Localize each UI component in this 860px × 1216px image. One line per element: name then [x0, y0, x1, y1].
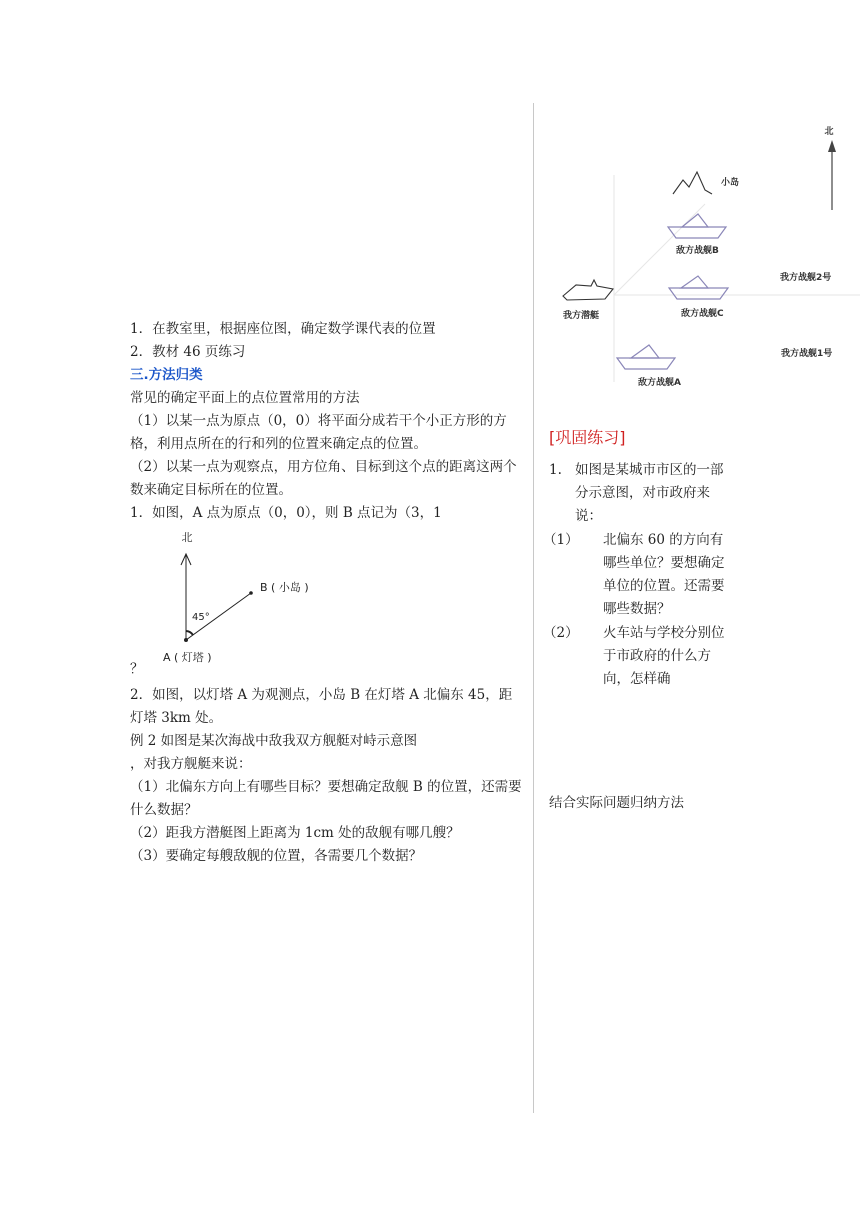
question-2: 2．如图，以灯塔 A 为观测点，小岛 B 在灯塔 A 北偏东 45，距灯塔 3km 处。	[130, 687, 513, 726]
exercise-question-text: 如图是某城市市区的一部分示意图，对市政府来说：	[575, 462, 724, 524]
angle-label: 45°	[192, 612, 210, 623]
subquestion-2-number: （2）	[543, 625, 579, 641]
summary-note: 结合实际问题归纳方法	[549, 795, 684, 811]
consolidate-heading: [巩固练习]	[549, 428, 626, 447]
exercise-subquestion-1	[543, 529, 739, 621]
our-ship-1-label: 我方战舰1号	[781, 349, 833, 359]
point-a-label: A ( 灯塔 )	[163, 651, 212, 664]
example-title: 例 2 如图是某次海战中敌我双方舰艇对峙示意图	[130, 733, 418, 749]
subquestion-1-text: 北偏东 60 的方向有哪些单位？要想确定单位的位置。还需要哪些数据？	[603, 532, 725, 617]
example-question-1: （1）北偏东方向上有哪些目标？要想确定敌舰 B 的位置，还需要什么数据？	[130, 779, 522, 818]
our-submarine-label: 我方潜艇	[563, 311, 600, 321]
subquestion-2-text: 火车站与学校分别位于市政府的什么方向，怎样确	[603, 625, 725, 687]
figure-north-label: 北	[181, 531, 193, 544]
angle-arc	[186, 631, 193, 635]
exercise-question-1	[549, 459, 739, 528]
enemy-ship-c-label: 敌方战舰C	[681, 309, 724, 319]
method-1: （1）以某一点为原点（0，0）将平面分成若干个小正方形的方格，利用点所在的行和列的位置来确定点的位置。	[130, 413, 507, 452]
enemy-ship-a-icon	[617, 345, 675, 369]
question-mark: ？	[130, 661, 144, 677]
subquestion-1-number: （1）	[543, 532, 579, 548]
section-heading: 三.方法归类	[130, 367, 203, 383]
exercise-question-number: 1.	[549, 462, 562, 478]
text-line-2: 2．教材 46 页练习	[130, 344, 246, 360]
left-column	[130, 318, 525, 868]
question-1: 1．如图，A 点为原点（0，0），则 B 点记为（3，1	[130, 505, 442, 521]
exercise-subquestion-2	[543, 622, 739, 691]
example-question-3: （3）要确定每艘敌舰的位置，各需要几个数据？	[130, 848, 423, 864]
naval-standoff-diagram	[545, 110, 860, 400]
north-arrow-head	[828, 140, 836, 152]
lighthouse-figure	[130, 525, 525, 667]
enemy-ship-c-icon	[669, 276, 728, 299]
exercise-block	[543, 459, 739, 691]
point-a-marker	[184, 638, 188, 642]
example-subtitle: ，对我方舰艇来说：	[130, 756, 252, 772]
our-ship-2-label: 我方战舰2号	[780, 273, 832, 283]
method-intro: 常见的确定平面上的点位置常用的方法	[130, 390, 360, 406]
point-b-marker	[249, 591, 253, 595]
example-question-2: （2）距我方潜艇图上距离为 1cm 处的敌舰有哪几艘？	[130, 825, 460, 841]
enemy-ship-a-label: 敌方战舰A	[638, 378, 681, 388]
north-label: 北	[824, 127, 834, 137]
method-2: （2）以某一点为观察点，用方位角、目标到这个点的距离这两个数来确定目标所在的位置。	[130, 459, 517, 498]
point-b-label: B ( 小岛 )	[260, 581, 309, 594]
island-icon	[673, 172, 712, 194]
enemy-ship-b-icon	[668, 214, 726, 238]
column-divider	[533, 103, 534, 1113]
enemy-ship-b-label: 敌方战舰B	[676, 246, 719, 256]
text-line-1: 1．在教室里，根据座位图，确定数学课代表的位置	[130, 321, 436, 337]
island-label: 小岛	[721, 178, 740, 188]
our-submarine-icon	[563, 280, 613, 300]
